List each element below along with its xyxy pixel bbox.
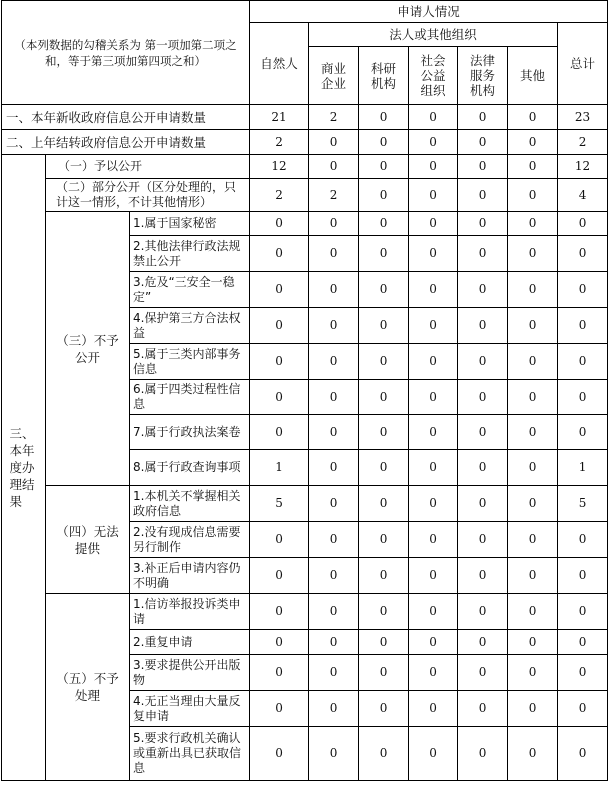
cell-value: 0	[250, 522, 309, 558]
cell-value: 0	[359, 486, 409, 522]
group4-label: （四）无法提供	[46, 486, 130, 594]
cell-value: 0	[558, 522, 608, 558]
cell-value: 0	[508, 691, 558, 727]
cell-value: 0	[508, 308, 558, 344]
cell-value: 0	[409, 344, 458, 380]
cell-value: 0	[359, 558, 409, 594]
cell-value: 0	[359, 236, 409, 272]
cell-value: 0	[359, 344, 409, 380]
cell-value: 0	[508, 155, 558, 179]
table-row	[2, 594, 608, 630]
cell-value: 0	[508, 594, 558, 630]
cell-value: 0	[309, 558, 359, 594]
cell-value: 0	[250, 308, 309, 344]
cell-value: 0	[508, 272, 558, 308]
cell-value: 0	[458, 450, 508, 486]
cell-value: 21	[250, 105, 309, 130]
cell-value: 0	[458, 630, 508, 655]
cell-value: 0	[409, 236, 458, 272]
row-label: 4.保护第三方合法权益	[130, 308, 250, 344]
row-label: 5.属于三类内部事务信息	[130, 344, 250, 380]
cell-value: 0	[508, 130, 558, 155]
cell-value: 5	[558, 486, 608, 522]
cell-value: 0	[250, 272, 309, 308]
cell-value: 0	[309, 212, 359, 236]
row-label: 1.本机关不掌握相关政府信息	[130, 486, 250, 522]
group5-label: （五）不予处理	[46, 594, 130, 781]
cell-value: 0	[409, 272, 458, 308]
cell-value: 0	[558, 594, 608, 630]
cell-value: 0	[309, 155, 359, 179]
row-label: 8.属于行政查询事项	[130, 450, 250, 486]
cell-value: 0	[508, 236, 558, 272]
row-label: 2.没有现成信息需要另行制作	[130, 522, 250, 558]
cell-value: 0	[250, 558, 309, 594]
cell-value: 0	[458, 179, 508, 212]
cell-value: 0	[309, 344, 359, 380]
cell-value: 0	[508, 727, 558, 781]
header-note: （本列数据的勾稽关系为 第一项加第二项之和，等于第三项加第四项之和）	[2, 1, 250, 105]
cell-value: 23	[558, 105, 608, 130]
row-label: 4.无正当理由大量反复申请	[130, 691, 250, 727]
header-col-research: 科研机构	[359, 47, 409, 105]
header-legal-group: 法人或其他组织	[309, 23, 558, 47]
cell-value: 0	[508, 344, 558, 380]
cell-value: 1	[250, 450, 309, 486]
table-row	[2, 486, 608, 522]
cell-value: 0	[409, 105, 458, 130]
cell-value: 0	[458, 727, 508, 781]
cell-value: 0	[359, 308, 409, 344]
cell-value: 0	[359, 450, 409, 486]
cell-value: 0	[359, 415, 409, 450]
cell-value: 0	[309, 655, 359, 691]
cell-value: 0	[250, 212, 309, 236]
cell-value: 0	[309, 450, 359, 486]
cell-value: 0	[458, 522, 508, 558]
row-label: 1.信访举报投诉类申请	[130, 594, 250, 630]
cell-value: 0	[458, 691, 508, 727]
row-label: 3.补正后申请内容仍不明确	[130, 558, 250, 594]
cell-value: 0	[309, 691, 359, 727]
cell-value: 0	[409, 130, 458, 155]
cell-value: 0	[558, 236, 608, 272]
cell-value: 0	[508, 380, 558, 415]
cell-value: 0	[508, 486, 558, 522]
cell-value: 5	[250, 486, 309, 522]
header-col-business: 商业企业	[309, 47, 359, 105]
cell-value: 0	[250, 236, 309, 272]
group3-label: （三）不予公开	[46, 212, 130, 486]
cell-value: 0	[458, 105, 508, 130]
cell-value: 0	[359, 522, 409, 558]
cell-value: 0	[309, 486, 359, 522]
cell-value: 0	[359, 727, 409, 781]
cell-value: 0	[508, 630, 558, 655]
cell-value: 0	[409, 450, 458, 486]
cell-value: 2	[558, 130, 608, 155]
cell-value: 0	[309, 380, 359, 415]
header-col-legal: 法律服务机构	[458, 47, 508, 105]
cell-value: 4	[558, 179, 608, 212]
header-total: 总计	[558, 23, 608, 105]
row-label: （一）予以公开	[46, 155, 250, 179]
cell-value: 0	[458, 155, 508, 179]
cell-value: 0	[309, 272, 359, 308]
header-col-other: 其他	[508, 47, 558, 105]
cell-value: 0	[309, 236, 359, 272]
cell-value: 0	[359, 630, 409, 655]
cell-value: 0	[558, 558, 608, 594]
header-applicant-status: 申请人情况	[250, 1, 608, 23]
cell-value: 0	[409, 558, 458, 594]
cell-value: 2	[309, 105, 359, 130]
cell-value: 2	[309, 179, 359, 212]
cell-value: 0	[359, 155, 409, 179]
row-label: 一、本年新收政府信息公开申请数量	[2, 105, 250, 130]
cell-value: 0	[508, 450, 558, 486]
cell-value: 0	[409, 308, 458, 344]
cell-value: 0	[250, 380, 309, 415]
cell-value: 0	[508, 212, 558, 236]
cell-value: 0	[409, 212, 458, 236]
cell-value: 0	[359, 594, 409, 630]
cell-value: 0	[359, 105, 409, 130]
cell-value: 0	[508, 415, 558, 450]
table-row	[2, 130, 608, 155]
cell-value: 0	[409, 380, 458, 415]
cell-value: 0	[309, 727, 359, 781]
cell-value: 12	[558, 155, 608, 179]
cell-value: 0	[359, 272, 409, 308]
cell-value: 0	[508, 655, 558, 691]
cell-value: 0	[508, 558, 558, 594]
cell-value: 0	[250, 594, 309, 630]
cell-value: 0	[250, 727, 309, 781]
cell-value: 0	[558, 344, 608, 380]
cell-value: 0	[409, 522, 458, 558]
cell-value: 0	[250, 655, 309, 691]
row-label: 二、上年结转政府信息公开申请数量	[2, 130, 250, 155]
cell-value: 0	[558, 212, 608, 236]
cell-value: 0	[250, 344, 309, 380]
table-row	[2, 155, 608, 179]
cell-value: 0	[458, 380, 508, 415]
row-label: 2.其他法律行政法规禁止公开	[130, 236, 250, 272]
cell-value: 0	[458, 594, 508, 630]
cell-value: 0	[409, 691, 458, 727]
row-label: 2.重复申请	[130, 630, 250, 655]
table-row	[2, 105, 608, 130]
header-col-social: 社会公益组织	[409, 47, 458, 105]
cell-value: 0	[458, 344, 508, 380]
cell-value: 0	[409, 486, 458, 522]
cell-value: 0	[359, 179, 409, 212]
cell-value: 0	[458, 486, 508, 522]
cell-value: 0	[359, 691, 409, 727]
row-label: （二）部分公开（区分处理的，只计这一情形，不计其他情形）	[46, 179, 250, 212]
cell-value: 0	[458, 236, 508, 272]
cell-value: 0	[309, 308, 359, 344]
cell-value: 0	[458, 655, 508, 691]
cell-value: 0	[508, 179, 558, 212]
cell-value: 0	[558, 380, 608, 415]
cell-value: 0	[409, 415, 458, 450]
cell-value: 0	[558, 415, 608, 450]
cell-value: 0	[309, 630, 359, 655]
cell-value: 0	[458, 130, 508, 155]
cell-value: 1	[558, 450, 608, 486]
cell-value: 0	[250, 691, 309, 727]
cell-value: 0	[458, 558, 508, 594]
cell-value: 0	[250, 415, 309, 450]
cell-value: 0	[409, 179, 458, 212]
cell-value: 0	[359, 380, 409, 415]
cell-value: 0	[558, 727, 608, 781]
cell-value: 0	[359, 655, 409, 691]
section3-label: 三、本年度办理结果	[2, 155, 46, 781]
cell-value: 0	[359, 130, 409, 155]
cell-value: 0	[309, 522, 359, 558]
cell-value: 2	[250, 130, 309, 155]
cell-value: 0	[409, 655, 458, 691]
cell-value: 0	[409, 594, 458, 630]
cell-value: 0	[309, 594, 359, 630]
cell-value: 0	[458, 212, 508, 236]
disclosure-statistics-table	[1, 0, 608, 781]
row-label: 5.要求行政机关确认或重新出具已获取信息	[130, 727, 250, 781]
cell-value: 0	[250, 630, 309, 655]
cell-value: 0	[558, 308, 608, 344]
cell-value: 0	[558, 272, 608, 308]
cell-value: 0	[458, 272, 508, 308]
cell-value: 0	[458, 415, 508, 450]
row-label: 3.危及“三安全一稳定”	[130, 272, 250, 308]
cell-value: 0	[309, 130, 359, 155]
row-label: 7.属于行政执法案卷	[130, 415, 250, 450]
cell-value: 0	[508, 522, 558, 558]
row-label: 1.属于国家秘密	[130, 212, 250, 236]
cell-value: 0	[558, 630, 608, 655]
cell-value: 0	[409, 727, 458, 781]
cell-value: 0	[558, 655, 608, 691]
cell-value: 0	[458, 308, 508, 344]
table-row	[2, 212, 608, 236]
cell-value: 0	[409, 155, 458, 179]
cell-value: 0	[558, 691, 608, 727]
row-label: 3.要求提供公开出版物	[130, 655, 250, 691]
row-label: 6.属于四类过程性信息	[130, 380, 250, 415]
cell-value: 0	[409, 630, 458, 655]
header-natural-person: 自然人	[250, 23, 309, 105]
cell-value: 2	[250, 179, 309, 212]
cell-value: 0	[359, 212, 409, 236]
cell-value: 12	[250, 155, 309, 179]
cell-value: 0	[508, 105, 558, 130]
table-row	[2, 179, 608, 212]
cell-value: 0	[309, 415, 359, 450]
